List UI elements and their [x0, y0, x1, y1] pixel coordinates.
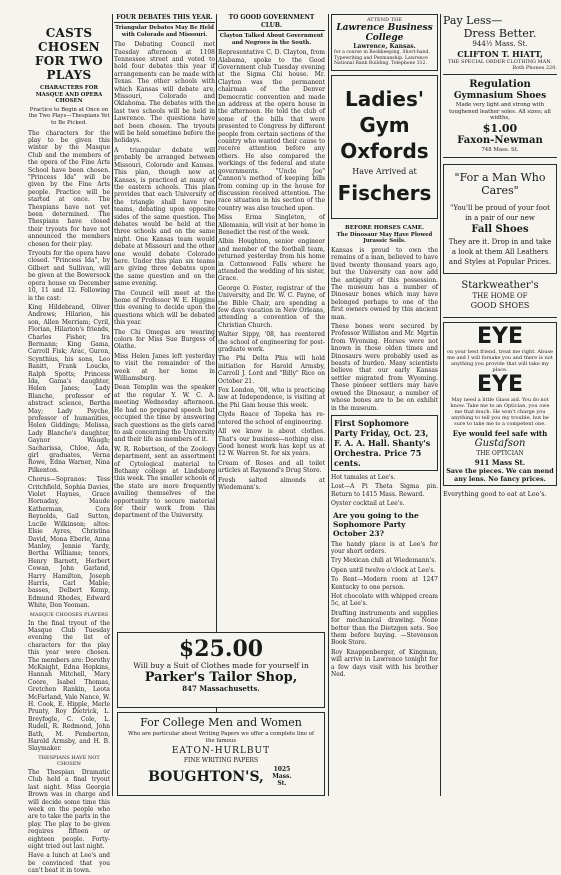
article-paragraph: Representative C. D. Clayton, from Alabama, spoke to the Good Government club Tuesday evening at the Sigma Chi house. Mr. Clayton was the permanent chairman of the Denver Democratic convention and made an address at the opera house in the afternoon. He told the club of some of the bills that were presented to Congress by different people from certain sections of the country who wanted their cause to receive attention before any others. He also compared the workings of the federal and state governments. "Uncle Joe" Cannon's method of keeping bills from coming up in the house for discussion received attention. The race situation in his section of the country was also touched upon.	[218, 49, 325, 212]
article-paragraph: Fresh salted almonds at Wiedemann's.	[218, 476, 325, 491]
article-paragraph: Hot tamales at Lee's.	[331, 473, 396, 481]
ad-text: May need a little Glass aid. You do not know. Take me to an Optician, you owe me that much. He won't charge you anything to tell you my trouble, but be sure to take me to a competent one.	[450, 397, 550, 428]
sophomore-party-notice: Are you going to the Sophomore Party October 23?	[333, 510, 419, 538]
ad-text: THE OPTICIAN	[476, 450, 524, 458]
article-paragraph: Roy Knappenberger, of Kingman, will arrive in Lawrence tonight for a few days visit with his brother Ned.	[331, 648, 438, 679]
ad-heading: Oxfords	[340, 138, 429, 163]
ad-text: Made very light and strong with toughened leather soles. All sizes; all widths,	[449, 102, 551, 122]
ad-address: 911 Mass St.	[474, 458, 526, 468]
article-paragraph: To Rent—Modern room at 1247 Kentucky to one person.	[331, 576, 438, 591]
column-rule	[328, 14, 329, 796]
starkweathers-ad	[443, 274, 557, 318]
ad-shop-name: Faxon-Newman	[457, 134, 543, 146]
article-deck: Triangular Debates May Be Held with Colorado and Missouri.	[115, 25, 214, 38]
ad-text: Will buy a Suit of Clothes made for yourself in	[133, 661, 309, 670]
ad-address: 748 Mass. St.	[481, 146, 519, 153]
ad-shop-name: Fischers	[337, 180, 432, 205]
ad-text: THE HOME OF	[472, 292, 528, 301]
article-paragraph: Hot chocolate with whipped cream 5c, at Lee's.	[331, 592, 438, 608]
article-headline: TO GOOD GOVERNMENT CLUB.	[218, 14, 325, 31]
article-paragraph: Miss Erma Singleton, of Allemania, will visit at her home in Benedict the rest of the week.	[218, 214, 325, 236]
article-deck: Clayton Talked About Government and Negroes in the South.	[219, 33, 324, 46]
ad-heading: EYE	[477, 324, 523, 350]
article-paragraph: Miss Helen Janes left yesterday to visit the remainder of the week at her home in Williamsburg.	[114, 352, 215, 383]
payless-ad	[443, 14, 557, 75]
article-paragraph: Open until twelve o'clock at Lee's.	[331, 566, 436, 574]
ad-shop-name: Gustafson	[474, 438, 526, 450]
article-paragraph: Oyster cocktail at Lee's.	[331, 500, 405, 508]
ad-heading: "For a Man Who Cares"	[454, 171, 546, 198]
article-paragraph: Have a lunch at Lee's and be convinced that you can't beat it in town.	[28, 852, 110, 875]
article-paragraph: Dean Templin was the speaker at the regular Y. W. C. A. meeting Wednesday afternoon. He had no prepared speech but occupied the time by answering such questions as the girls cared to ask concerning the University and their life as members of it.	[114, 384, 215, 444]
article-paragraph: In the final tryout of the Masque Club Tuesday evening the list of characters for the play this year were chosen. The members are: Dorothy McKnight, Edna Hopkins, Hannah Mitchell, Mary Coore, Isabel Thomas, Gretchen Rankin, Leota McFarland, Vale Nance, W. H. Cook, E. Hipple, Merle Prunty, Roy Dietrick, L. Breyfogle, C. Cole, L. Rudell, R. Redmond, John Bath, M. Pemberton, Harold Armsby, and H. B. Slaymaker.	[28, 619, 110, 753]
ad-text: Have Arrived at	[352, 166, 417, 176]
article-paragraph: Chorus—Sopranos: Tess Critchfield, Sophia Davies, Violet Haynes, Grace Hornaday, Maude Katherman, Cora Reynolds, Gail Sutton, Lucile Wilkinson; altos: Elsie Ayres, Christina David, Mona Eberle, Anna Manley, Jennie Yardy, Bertha Williams; tenors, Henry Barnett, Herbert Cowan, John Garland, Harry Hamilton, Joseph Harris, Carl Mabie; basses, Delbert Kemp, Edmund Rhodes, Edward White, Don Yeoman.	[28, 476, 110, 610]
fall-shoes-ad	[443, 164, 557, 274]
footer-note: Everything good to eat at Lee's.	[443, 490, 547, 499]
ad-heading: Ladies'	[344, 86, 424, 111]
article-paragraph: Tryouts for the opera have closed. "Princess Ida", by Gilbert and Sullivan, will be given at the Bowersock opera house on December 10, 11 and 12. Following is the cast:	[28, 250, 110, 302]
article-paragraph: Albin Houghton, senior engineer and member of the football team, returned yesterday from his home in Cottonwood Falls where he attended the wedding of his sister, Grace.	[218, 238, 325, 283]
article-paragraph: Drafting instruments and supplies for mechanical drawing. None better than the Dietzgen sets. See them before buying. —Stevenson Book Store.	[331, 609, 438, 647]
ad-text: They are it. Drop in and take a look at them All Leathers and Styles at Popular Prices.	[448, 238, 552, 267]
ad-city: Lawrence, Kansas.	[353, 43, 416, 50]
column-5	[443, 14, 557, 796]
section-subhead: THESPIANS HAVE NOT CHOSEN	[38, 754, 100, 767]
article-paragraph: These bones were secured by Professor Williston and Mr. Mgrtin from Wyoming. Horses were not known in those olden times and Dinosaurs were probably used as beasts of burden. Many scientists believe that our early Kansas settler migrated from Wyoming. These pioneer settlers may have owned the Dinosaur, a number of whose bones are to be on exhibit in the museum.	[331, 323, 438, 412]
article-paragraph: The Phi Delta Phis will hold initiation for Harold Armsby, Carroll J. Lord and "Billy" Rice on October 21.	[218, 355, 325, 385]
headline: CASTS CHOSEN FOR TWO PLAYS	[34, 26, 104, 82]
article-paragraph: The Chi Omegas are wearing colors for Miss Sue Burgess of Olathe.	[114, 328, 215, 351]
parkers-tailor-ad	[117, 632, 325, 708]
column-rule	[112, 14, 113, 796]
ad-heading: EYE	[477, 372, 523, 398]
column-2	[114, 14, 215, 630]
ad-brand: EATON-HURLBUT	[171, 746, 271, 756]
ad-address: 847 Massachusetts.	[182, 684, 260, 693]
ad-text: Eye would feel safe with	[452, 429, 548, 439]
article-paragraph: King Hildebrand, Oliver Andrews; Hilarion, his son, Allen Merriam; Cyril, Florian, Hilarion's friends, Charles Fisher, Ira Bermann; King Gama, Carroll Fisk; Arac, Guron, Scynthius, his sons, Leo Banitt, Frank Loucks, Ralph Spotts; Princess Ida, Gama's daughter, Helen Janes; Lady Blanche, professor of abstract science, Bertha May; Lady Psyche, professor of humanities, Helen Giddings; Melissa, Lady Blanche's daughter, Gaynor Waugh; Sacharissa, Chloe, Ada, girl graduates, Verna Rowe, Edna Warner, Nina Pilkenton.	[28, 303, 110, 474]
ad-shop-name: BOUGHTON'S,	[148, 768, 264, 785]
article-paragraph: W. R. Robertson, of the Zoology department, sent an assortment of Cytological material to Bethany college at Lindsborg this week. The smaller schools of the state are more frequently availing themselves of the opportunity to secure material for their work from this department of the University.	[114, 445, 215, 520]
ad-shop-name: Parker's Tailor Shop,	[144, 670, 298, 685]
article-paragraph: Try Mexican chili at Wiedemann's.	[331, 557, 437, 565]
article-paragraph: The handy place is at Lee's for your short orders.	[331, 540, 438, 555]
ad-text: "You'll be proud of your foot in a pair of our new	[450, 204, 550, 223]
ad-text: GOOD SHOES	[470, 301, 530, 311]
column-4	[331, 14, 438, 796]
ad-footer	[118, 766, 324, 787]
column-1	[28, 14, 110, 875]
ad-text: on your best friend, treat me right. Abuse me and I will forsake you and there is not anything you provide that will take my place.	[447, 349, 553, 374]
article-paragraph: Walter Sippy, '08, has reentered the school of engineering for post-graduate work.	[218, 331, 325, 354]
ad-heading: For College Men and Women	[140, 716, 302, 729]
article-paragraph: Kansas is proud to own the remains of a man, believed to have lived twenty thousand years ago, but the University can now add the antiquity of this possession. The museum has a number of Dinosaur bones which may have belonged perhaps to one of the first owners owned by this ancient man.	[331, 246, 438, 321]
business-college-ad	[331, 14, 438, 71]
ad-shop-name: Lawrence Business College	[336, 23, 433, 43]
article-paragraph: Clyde Reace of Topeka has re-entered the school of engineering.	[218, 411, 325, 426]
fischers-ad	[331, 75, 438, 219]
article-paragraph: All we know is about clothes. That's our business—nothing else. Good honest work has kept us at 12 W. Warren St. for six years.	[218, 428, 325, 458]
ad-address: 944½ Mass. St.	[472, 40, 528, 48]
ad-heading: Gymnasium Shoes	[453, 91, 547, 101]
ad-text: Save the pieces. We can mend any lens. No fancy prices.	[446, 467, 554, 484]
ad-heading: Gym	[359, 112, 410, 137]
ad-shop-name: CLIFTON T. HIATT,	[457, 49, 543, 59]
article-headline: BEFORE HORSES CAME.	[345, 224, 424, 231]
article-paragraph: The characters for the play to be given this winter by the Masque Club and the members of the opera of the Fine Arts School have been chosen. "Princess Ida" will be given by the Fine Arts people. Practice will be started at once. The Thespians have not yet been determined. The Thespians have closed their tryouts for have not announced the members chosen for their play.	[28, 129, 110, 248]
article-paragraph: The Debating Council met Tuesday afternoon at 1108 Tennessee street and voted to hold four debates this year if arrangements can be made with Texas. The other schools with which Kansas will debate are, Missouri, Colorado and Oklahoma. The debates with the last two schools will be held in Lawrence. The questions have not been chosen. The tryouts will be held sometime before the holidays.	[114, 41, 215, 145]
article-paragraph: The Thespian Dramatic Club held a final tryout last night. Miss Georgia Brown was in charge and will decide some time this week on the people who are to take the parts in the play. The play to be given requires fifteen or eighteen people. Forty-eight tried out last night.	[28, 768, 110, 850]
ad-heading: Regulation	[469, 79, 531, 90]
optician-ad	[443, 322, 557, 486]
boughtons-ad	[117, 712, 325, 796]
article-paragraph: A triangular debate will probably be arranged between Missouri, Colorado and Kansas. This plan, though new at Kansas, is practiced at many of the eastern schools. This plan provides that each University of the triangle shall have two teams, debating upon opposite sides of the same question. The debates would be held at the three schools and on the same night. One Kansas team would debate at Missouri and the other one would debate Colorado here. Under this plan six teams are giving three debates upon the same question and on the same evening.	[114, 146, 215, 288]
ad-text: FINE WRITING PAPERS	[183, 757, 259, 764]
article-headline: FOUR DEBATES THIS YEAR.	[114, 14, 215, 23]
article-deck: The Dinosaur May Have Plowed Jurassic Soils.	[336, 231, 433, 245]
article-paragraph: George O. Foster, registrar of the University, and Dr. W. C. Payne, of the Bible Chair, are spending a few days vacation in New Orleans, attending a convention of the Christian Church.	[218, 284, 325, 329]
ad-shop-name: Starkweather's	[461, 280, 539, 292]
deck: Practice to Begin at Once on the Two Plays—Thespians Yet to Be Picked.	[28, 106, 110, 126]
ad-heading: Fall Shoes	[471, 224, 529, 236]
ad-heading: Pay Less—	[443, 14, 503, 27]
ad-text: Who are particular about Writing Papers we offer a complete line of the famous	[127, 731, 315, 744]
article-paragraph: Lost—A Pi Theta Sigma pin. Return to 1415 Mass. Reward.	[331, 483, 438, 498]
article-paragraph: The Council will meet at the home of Professor W. E. Higgins this evening to decide upon the questions which will be debated this year.	[114, 289, 215, 327]
article-paragraph: Fox London, '08, who is practicing law at Independence, is visiting at the Phi Gam house this week.	[218, 387, 325, 409]
sophomore-party-notice: First Sophomore Party Friday, Oct. 23, F. A. A. Hall. Shanty's Orchestra. Price 75 cents.	[331, 415, 438, 471]
ad-text: for a course in Bookkeeping, Short-hand, Typewriting and Penmanship. Lawrence National Bank Building. Telephone 312.	[334, 50, 430, 67]
gym-shoes-ad	[443, 75, 557, 158]
section-subhead: MASQUE CHOOSES PLAYERS	[29, 611, 109, 618]
ad-address: 1025 Mass. St.	[272, 766, 292, 787]
ad-price: $25.00	[178, 636, 264, 662]
subhead: CHARACTERS FOR MASQUE AND OPERA CHOSEN	[35, 85, 103, 105]
column-rule	[440, 14, 441, 796]
ad-heading: Dress Better.	[463, 27, 537, 40]
ad-phone: Both Phones 220.	[512, 65, 557, 71]
ad-text: THE SPECIAL ORDER CLOTHING MAN.	[448, 59, 552, 65]
article-paragraph: Cream of Roses and all toilet articles at Raymond's Drug Store.	[218, 459, 325, 475]
column-3	[218, 14, 325, 630]
ad-price: $1.00	[482, 121, 518, 135]
ad-text: ATTEND THE	[366, 17, 403, 23]
